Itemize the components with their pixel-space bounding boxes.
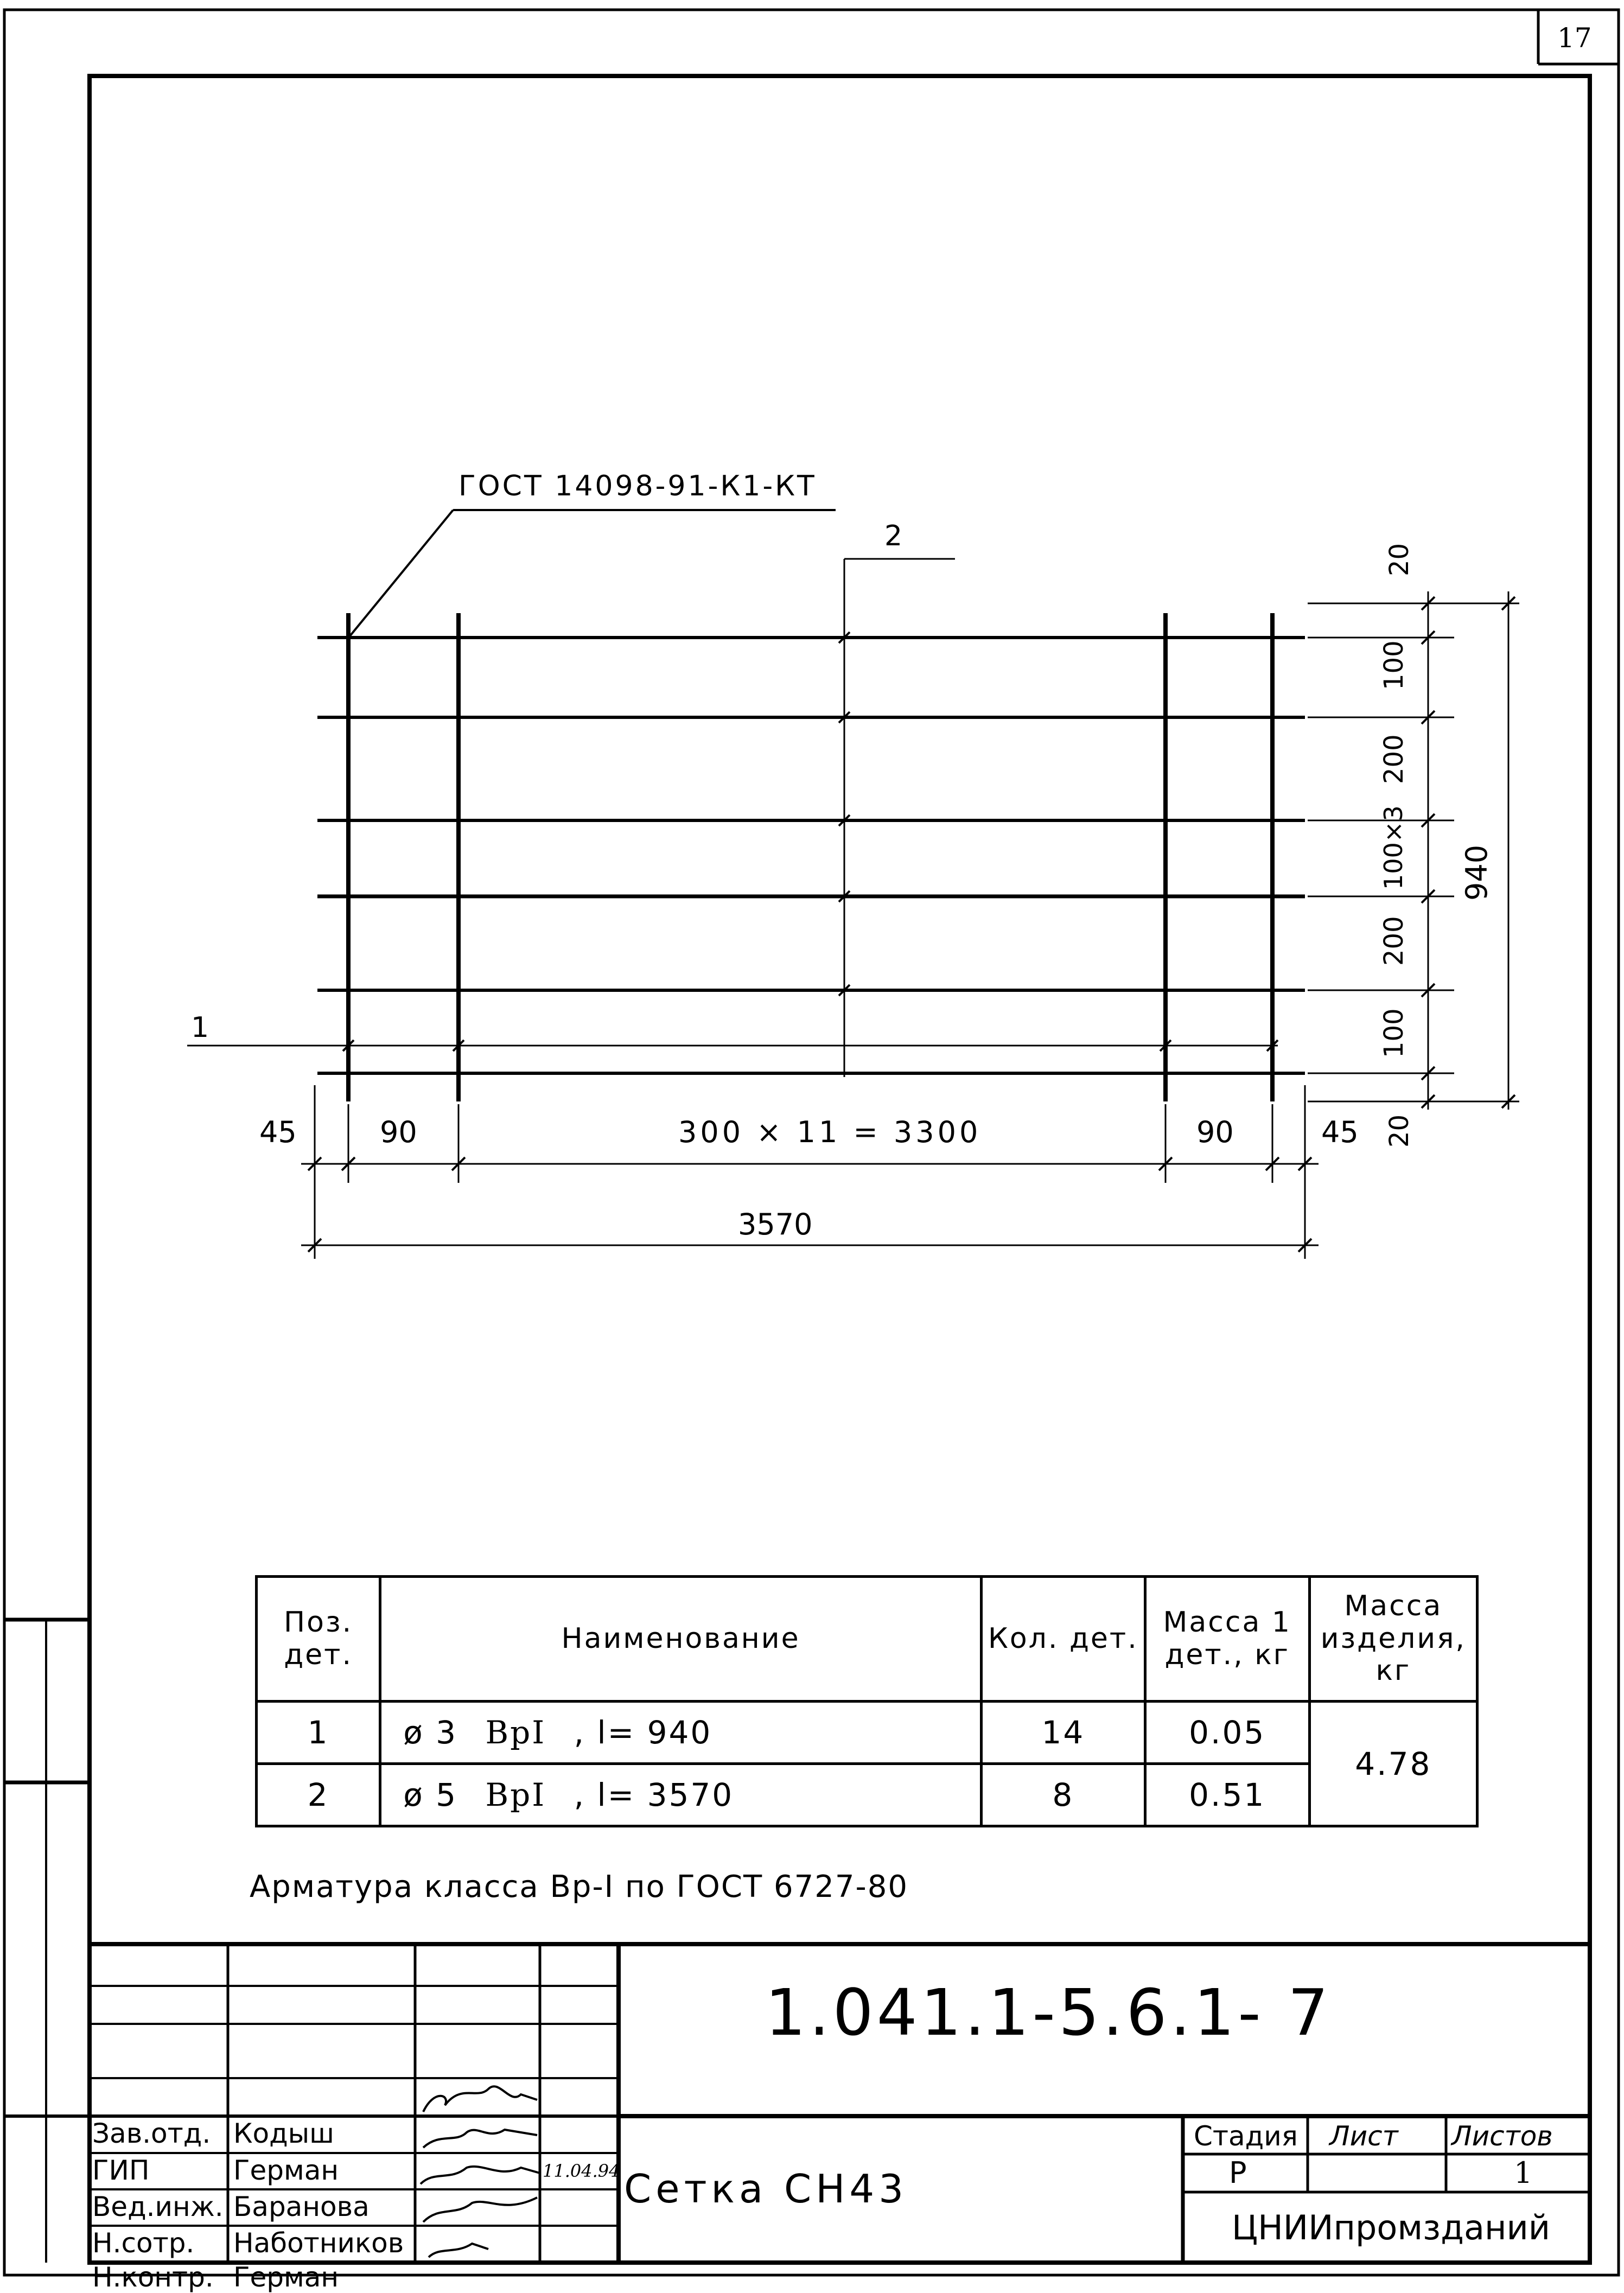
role-ved-inzh: Вед.инж. [92, 2191, 224, 2222]
row2-diam: ø 5 [403, 1776, 458, 1813]
horizontal-bars [317, 638, 1305, 1073]
name-nabotnikov: Наботников [233, 2227, 404, 2259]
name-kodysh: Кодыш [233, 2118, 334, 2149]
sheets-label: Листов [1451, 2120, 1553, 2152]
name-baranova: Баранова [233, 2191, 370, 2222]
name-german-2: Герман [233, 2262, 339, 2293]
role-n-kontr: Н.контр. [92, 2262, 214, 2293]
row2-class: ВрI [485, 1776, 546, 1813]
sheet-label: Лист [1329, 2120, 1398, 2152]
dim-right-100-top: 100 [1379, 640, 1409, 690]
role-zav-otd: Зав.отд. [92, 2118, 211, 2149]
header-qty: Кол. дет. [981, 1577, 1145, 1702]
dim-overall-length: 3570 [738, 1207, 813, 1241]
sign-date: 11.04.94 [543, 2161, 620, 2181]
pos2-label: 2 [884, 520, 903, 552]
product-name: Сетка СН43 [624, 2166, 908, 2212]
row1-qty: 14 [981, 1702, 1145, 1764]
dim-90-right: 90 [1196, 1115, 1234, 1149]
dim-right-20-bottom: 20 [1384, 1114, 1415, 1148]
dim-right-20-top: 20 [1384, 543, 1415, 576]
name-german: Герман [233, 2155, 339, 2186]
dim-middle: 300 × 11 = 3300 [678, 1115, 982, 1149]
sheets-value: 1 [1514, 2156, 1533, 2190]
role-n-sotr: Н.сотр. [92, 2227, 195, 2259]
header-name: Наименование [380, 1577, 982, 1702]
row2-pos: 2 [257, 1764, 380, 1826]
dim-45-right: 45 [1321, 1115, 1359, 1149]
vertical-bars [348, 613, 1272, 1101]
row2-length: , l= 3570 [574, 1776, 734, 1813]
signature-5 [429, 2244, 488, 2257]
dim-right-200-top: 200 [1379, 734, 1409, 784]
row1-diam: ø 3 [403, 1714, 458, 1751]
role-gip: ГИП [92, 2155, 150, 2186]
dim-right-200-bottom: 200 [1379, 916, 1409, 966]
signature-3 [421, 2167, 540, 2184]
dim-right-overall: 940 [1460, 844, 1494, 901]
total-mass: 4.78 [1309, 1702, 1477, 1826]
row1-mass: 0.05 [1145, 1702, 1309, 1764]
stage-label: Стадия [1194, 2120, 1298, 2152]
gost-leader-label: ГОСТ 14098-91-К1-КТ [458, 470, 817, 502]
row2-qty: 8 [981, 1764, 1145, 1826]
organization: ЦНИИпромзданий [1232, 2208, 1551, 2247]
dim-right-100-bottom: 100 [1379, 1008, 1409, 1058]
header-pos: Поз. дет. [257, 1577, 380, 1702]
signatures [421, 2086, 540, 2257]
table-row [257, 1702, 1477, 1764]
table-row [257, 1764, 1477, 1826]
row2-name [380, 1764, 982, 1826]
row2-mass: 0.51 [1145, 1764, 1309, 1826]
dim-90-left: 90 [380, 1115, 417, 1149]
specification-table [255, 1575, 1479, 1827]
dim-45-left: 45 [259, 1115, 297, 1149]
row1-pos: 1 [257, 1702, 380, 1764]
header-mass-one: Масса 1 дет., кг [1145, 1577, 1309, 1702]
reinforcement-note: Арматура класса Вр-I по ГОСТ 6727-80 [250, 1869, 908, 1905]
sheet-number: 17 [1557, 22, 1592, 54]
row1-class: ВрI [485, 1714, 546, 1751]
signature-2 [423, 2130, 537, 2148]
row1-length: , l= 940 [574, 1714, 712, 1751]
document-code: 1.041.1-5.6.1- 7 [765, 1975, 1332, 2050]
dim-right-100x3: 100×3 [1379, 805, 1408, 890]
header-mass-total: Масса изделия, кг [1309, 1577, 1477, 1702]
gost-leader-diagonal [350, 510, 453, 636]
signature-1 [423, 2086, 537, 2112]
stage-value: Р [1229, 2156, 1247, 2190]
row1-name [380, 1702, 982, 1764]
signature-4 [423, 2198, 537, 2222]
pos1-label: 1 [191, 1011, 209, 1044]
